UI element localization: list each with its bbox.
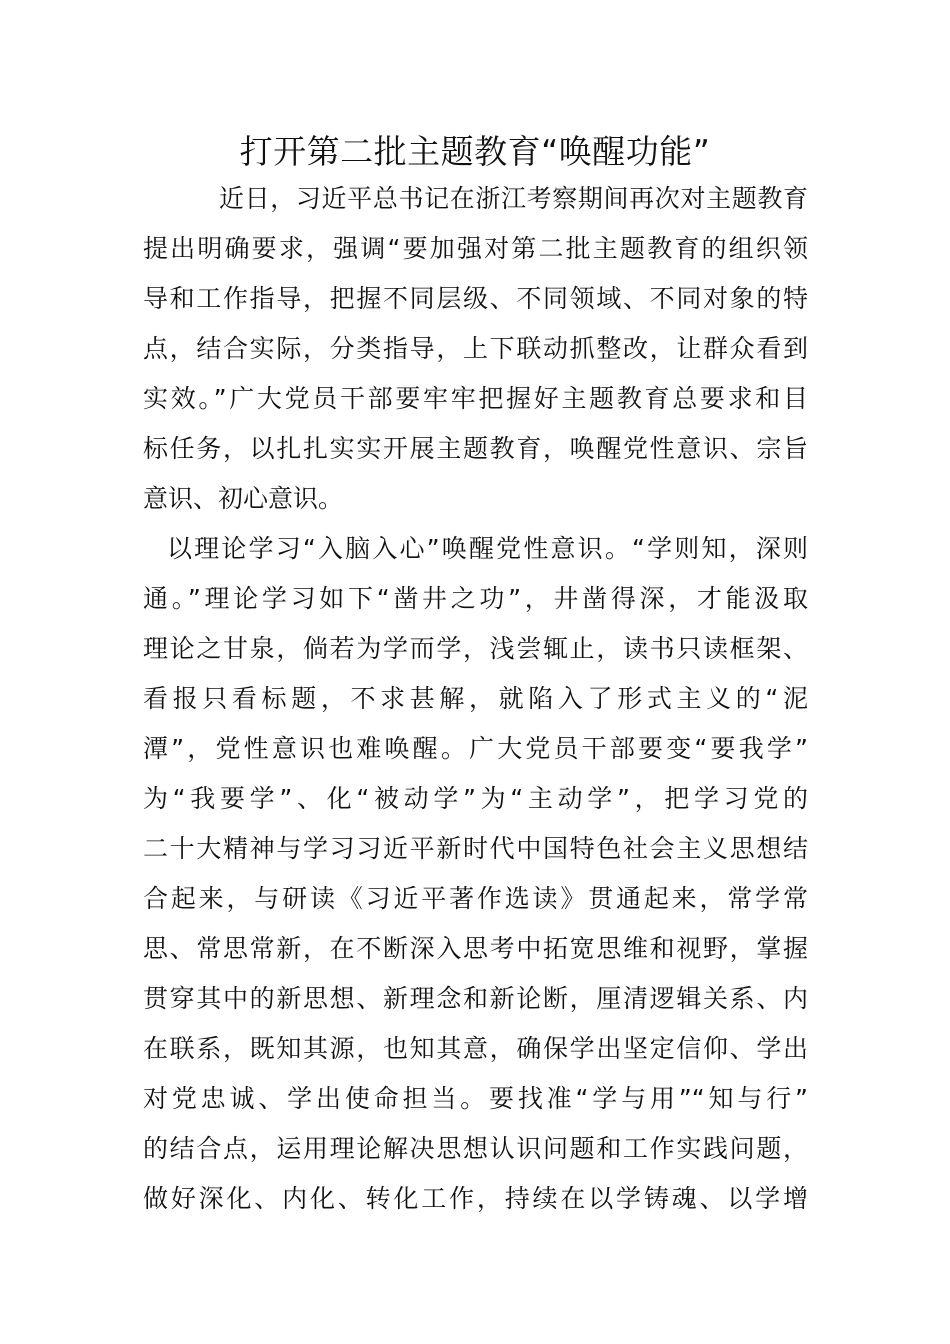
paragraph-line: 为“我要学”、化“被动学”为“主动学”，把学习党的: [143, 784, 808, 813]
paragraph-line: 意识、初心意识。: [143, 484, 344, 513]
paragraph-line: 标任务，以扎扎实实开展主题教育，唤醒党性意识、宗旨: [143, 434, 808, 463]
paragraph-line: 的结合点，运用理论解决思想认识问题和工作实践问题，: [143, 1134, 808, 1163]
paragraph-1: [143, 174, 808, 524]
paragraph-line: 近日，习近平总书记在浙江考察期间再次对主题教育: [219, 184, 808, 213]
paragraph-line: 潭”，党性意识也难唤醒。广大党员干部要变“要我学”: [143, 734, 808, 763]
paragraph-line: 实效。”广大党员干部要牢牢把握好主题教育总要求和目: [143, 384, 808, 413]
paragraph-line: 在联系，既知其源，也知其意，确保学出坚定信仰、学出: [143, 1034, 808, 1063]
paragraph-line: 以理论学习“入脑入心”唤醒党性意识。“学则知，深则: [167, 534, 808, 563]
paragraph-line: 思、常思常新，在不断深入思考中拓宽思维和视野，掌握: [143, 934, 808, 963]
paragraph-line: 提出明确要求，强调“要加强对第二批主题教育的组织领: [143, 234, 808, 263]
document-body: [143, 174, 808, 1224]
paragraph-line: 导和工作指导，把握不同层级、不同领域、不同对象的特: [143, 284, 808, 313]
paragraph-line: 点，结合实际，分类指导，上下联动抓整改，让群众看到: [143, 334, 808, 363]
paragraph-2: [143, 524, 808, 1224]
paragraph-line: 理论之甘泉，倘若为学而学，浅尝辄止，读书只读框架、: [143, 634, 808, 663]
paragraph-line: 对党忠诚、学出使命担当。要找准“学与用”“知与行”: [143, 1084, 808, 1113]
page-title: 打开第二批主题教育“唤醒功能”: [239, 132, 711, 171]
paragraph-line: 看报只看标题，不求甚解，就陷入了形式主义的“泥: [143, 684, 808, 713]
paragraph-line: 二十大精神与学习习近平新时代中国特色社会主义思想结: [143, 834, 808, 863]
paragraph-line: 合起来，与研读《习近平著作选读》贯通起来，常学常: [143, 884, 808, 913]
paragraph-line: 贯穿其中的新思想、新理念和新论断，厘清逻辑关系、内: [143, 984, 808, 1013]
paragraph-line: 通。”理论学习如下“凿井之功”，井凿得深，才能汲取: [143, 584, 808, 613]
paragraph-line: 做好深化、内化、转化工作，持续在以学铸魂、以学增: [143, 1184, 808, 1213]
